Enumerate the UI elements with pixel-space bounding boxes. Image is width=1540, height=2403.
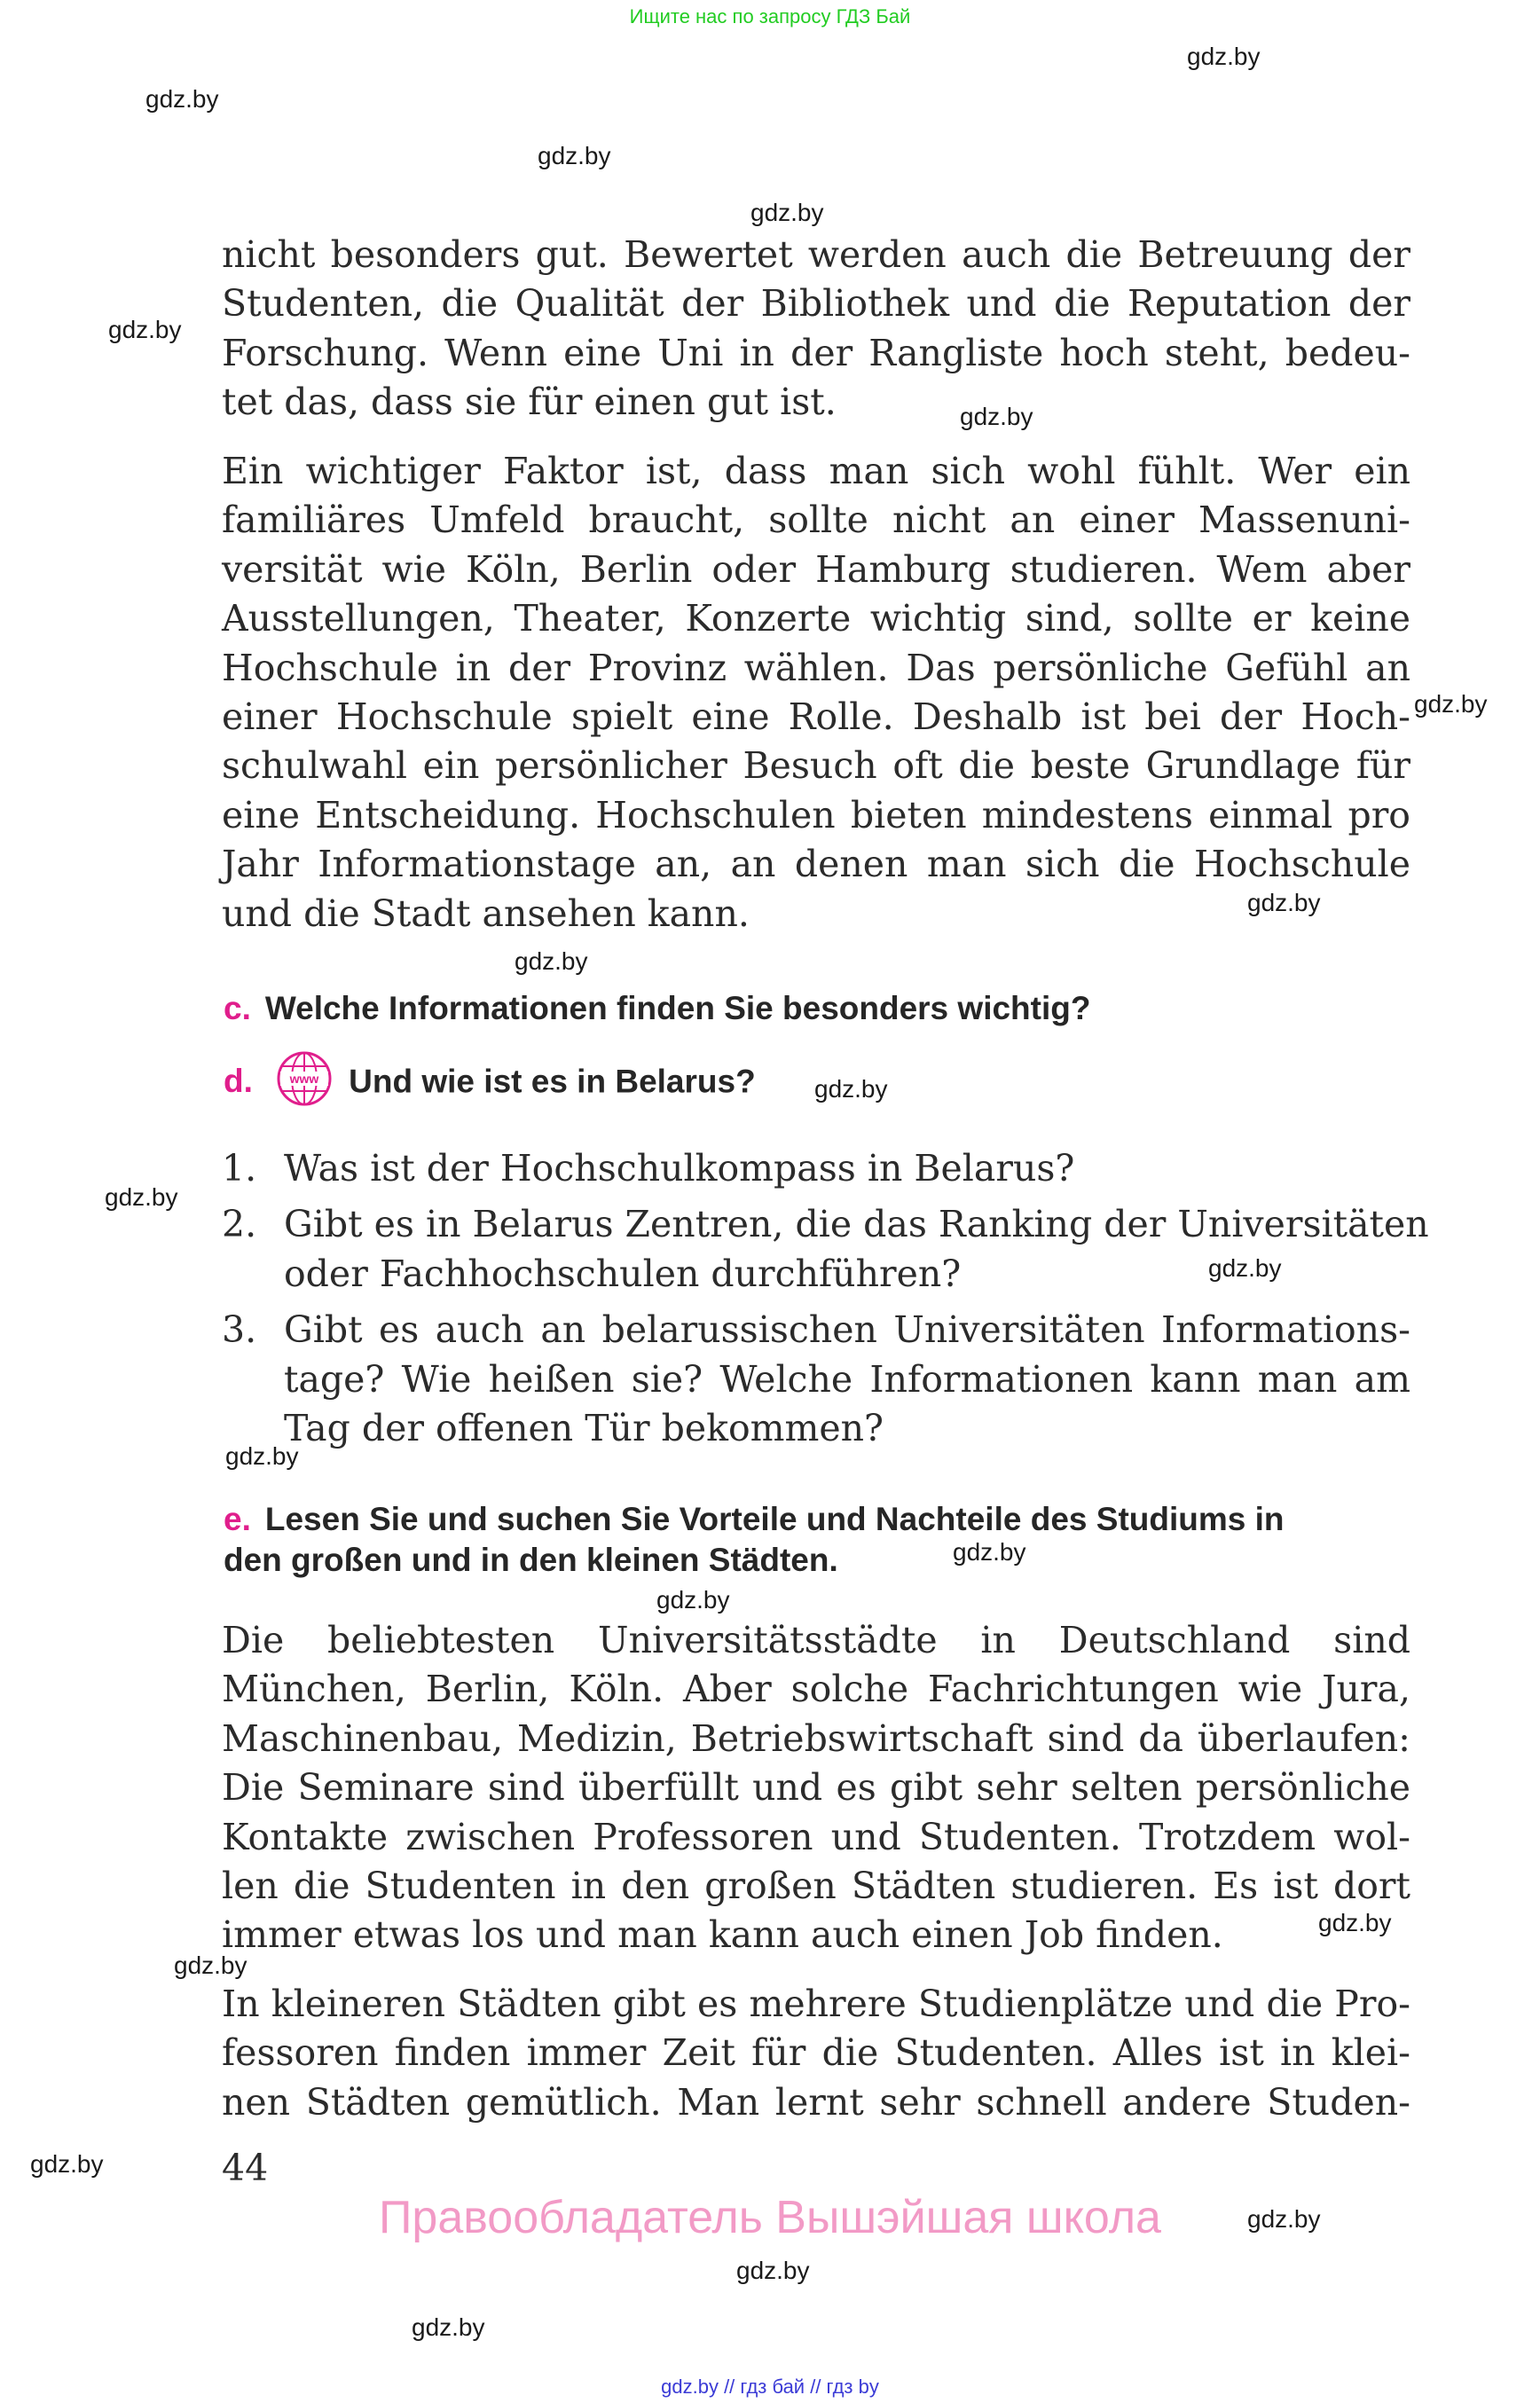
text-line: und die Stadt ansehen kann. — [222, 891, 750, 935]
paragraph-wohlfuehlen — [222, 447, 1410, 938]
list-item — [222, 1144, 1410, 1193]
text-line: fessoren finden immer Zeit für die Studenten. Alles ist in klei- — [222, 2031, 1410, 2075]
task-c — [224, 988, 1090, 1029]
text-line: schulwahl ein persönlicher Besuch oft die beste Grundlage für — [222, 744, 1410, 788]
watermark: gdz.by — [108, 316, 182, 343]
task-text: Lesen Sie und suchen Sie Vorteile und Nachteile des Studiums in — [264, 1501, 1285, 1537]
text-line: Hochschule in der Provinz wählen. Das persönliche Gefühl an — [222, 646, 1410, 689]
text-line: Jahr Informationstage an, an denen man sich die Hochschule — [222, 843, 1410, 886]
text-line: München, Berlin, Köln. Aber solche Fachrichtungen wie Jura, — [222, 1668, 1410, 1711]
task-text: den großen und in den kleinen Städten. — [224, 1542, 838, 1578]
watermark: gdz.by — [750, 199, 824, 226]
paragraph-kleine-staedte — [222, 1980, 1410, 2127]
watermark: gdz.by — [174, 1951, 248, 1979]
text-line: versität wie Köln, Berlin oder Hamburg studieren. Wem aber — [222, 547, 1410, 591]
watermark: gdz.by — [1247, 2205, 1321, 2233]
text-line: einer Hochschule spielt eine Rolle. Deshalb ist bei der Hoch- — [222, 695, 1410, 739]
watermark: gdz.by — [105, 1183, 178, 1211]
watermark: gdz.by — [412, 2313, 485, 2341]
text-line: Studenten, die Qualität der Bibliothek und die Reputation der — [222, 282, 1410, 326]
watermark: gdz.by — [953, 1538, 1026, 1566]
item-number: 1. — [222, 1147, 257, 1190]
watermark: gdz.by — [145, 85, 219, 113]
task-letter: c. — [224, 990, 251, 1026]
watermark: gdz.by — [814, 1075, 888, 1103]
footer-links[interactable]: gdz.by // гдз бай // гдз by — [661, 2376, 879, 2398]
text-line: Ausstellungen, Theater, Konzerte wichtig sind, sollte er keine — [222, 597, 1410, 640]
text-line: nicht besonders gut. Bewertet werden auch die Betreuung der — [222, 233, 1410, 276]
paragraph-grosse-staedte — [222, 1616, 1410, 1960]
text-line: eine Entscheidung. Hochschulen bieten mindestens einmal pro — [222, 793, 1410, 836]
task-letter: d. — [224, 1063, 253, 1100]
task-letter: e. — [224, 1501, 251, 1537]
task-text: Welche Informationen finden Sie besonders wichtig? — [264, 990, 1091, 1026]
task-d — [224, 1050, 756, 1117]
list-item — [222, 1200, 1429, 1299]
watermark: gdz.by — [30, 2150, 104, 2178]
watermark: gdz.by — [1414, 690, 1488, 718]
text-line: Gibt es in Belarus Zentren, die das Ranking der Universitäten — [284, 1203, 1429, 1246]
watermark: gdz.by — [225, 1442, 299, 1470]
rights-holder: Правообладатель Вышэйшая школа — [379, 2192, 1161, 2243]
text-line: oder Fachhochschulen durchführen? — [284, 1252, 962, 1295]
item-number: 2. — [222, 1203, 257, 1246]
text-line: In kleineren Städten gibt es mehrere Studienplätze und die Pro- — [222, 1983, 1410, 2025]
watermark: gdz.by — [960, 403, 1033, 430]
text-line: Gibt es auch an belarussischen Universitäten Informations- — [284, 1308, 1410, 1352]
watermark: gdz.by — [736, 2257, 810, 2284]
text-line: Tag der offenen Tür bekommen? — [284, 1407, 884, 1450]
top-search-banner[interactable]: Ищите нас по запросу ГДЗ Бай — [629, 5, 911, 27]
text-line: len die Studenten in den großen Städten studieren. Es ist dort — [222, 1865, 1410, 1908]
watermark: gdz.by — [656, 1586, 730, 1614]
globe-www-icon — [276, 1050, 333, 1117]
text-line: immer etwas los und man kann auch einen Job finden. — [222, 1913, 1223, 1957]
svg-text:www: www — [289, 1072, 319, 1086]
list-item — [222, 1306, 1410, 1453]
question-list — [222, 1144, 1429, 1460]
task-e — [224, 1499, 1410, 1581]
item-number: 3. — [222, 1308, 257, 1352]
task-text: Und wie ist es in Belarus? — [349, 1063, 756, 1100]
page-number: 44 — [222, 2147, 269, 2189]
text-line: tet das, dass sie für einen gut ist. — [222, 381, 837, 424]
text-line: familiäres Umfeld braucht, sollte nicht an einer Massenuni- — [222, 499, 1410, 542]
text-line: nen Städten gemütlich. Man lernt sehr schnell andere Studen- — [222, 2080, 1410, 2124]
watermark: gdz.by — [1208, 1254, 1282, 1282]
text-line: Maschinenbau, Medizin, Betriebswirtschaft sind da überlaufen: — [222, 1716, 1410, 1760]
watermark: gdz.by — [515, 947, 588, 975]
text-line: Forschung. Wenn eine Uni in der Rangliste hoch steht, bedeu- — [222, 331, 1410, 374]
text-line: Ein wichtiger Faktor ist, dass man sich wohl fühlt. Wer ein — [222, 450, 1410, 492]
watermark: gdz.by — [1187, 43, 1261, 70]
text-line: Was ist der Hochschulkompass in Belarus? — [284, 1147, 1075, 1190]
text-line: tage? Wie heißen sie? Welche Informationen kann man am — [284, 1357, 1410, 1401]
watermark: gdz.by — [1247, 889, 1321, 916]
text-line: Kontakte zwischen Professoren und Studenten. Trotzdem wol- — [222, 1815, 1410, 1858]
watermark: gdz.by — [538, 142, 611, 169]
watermark: gdz.by — [1318, 1909, 1392, 1936]
paragraph-ranking — [222, 231, 1410, 428]
text-line: Die Seminare sind überfüllt und es gibt sehr selten persönliche — [222, 1766, 1410, 1810]
text-line: Die beliebtesten Universitätsstädte in Deutschland sind — [222, 1619, 1410, 1661]
